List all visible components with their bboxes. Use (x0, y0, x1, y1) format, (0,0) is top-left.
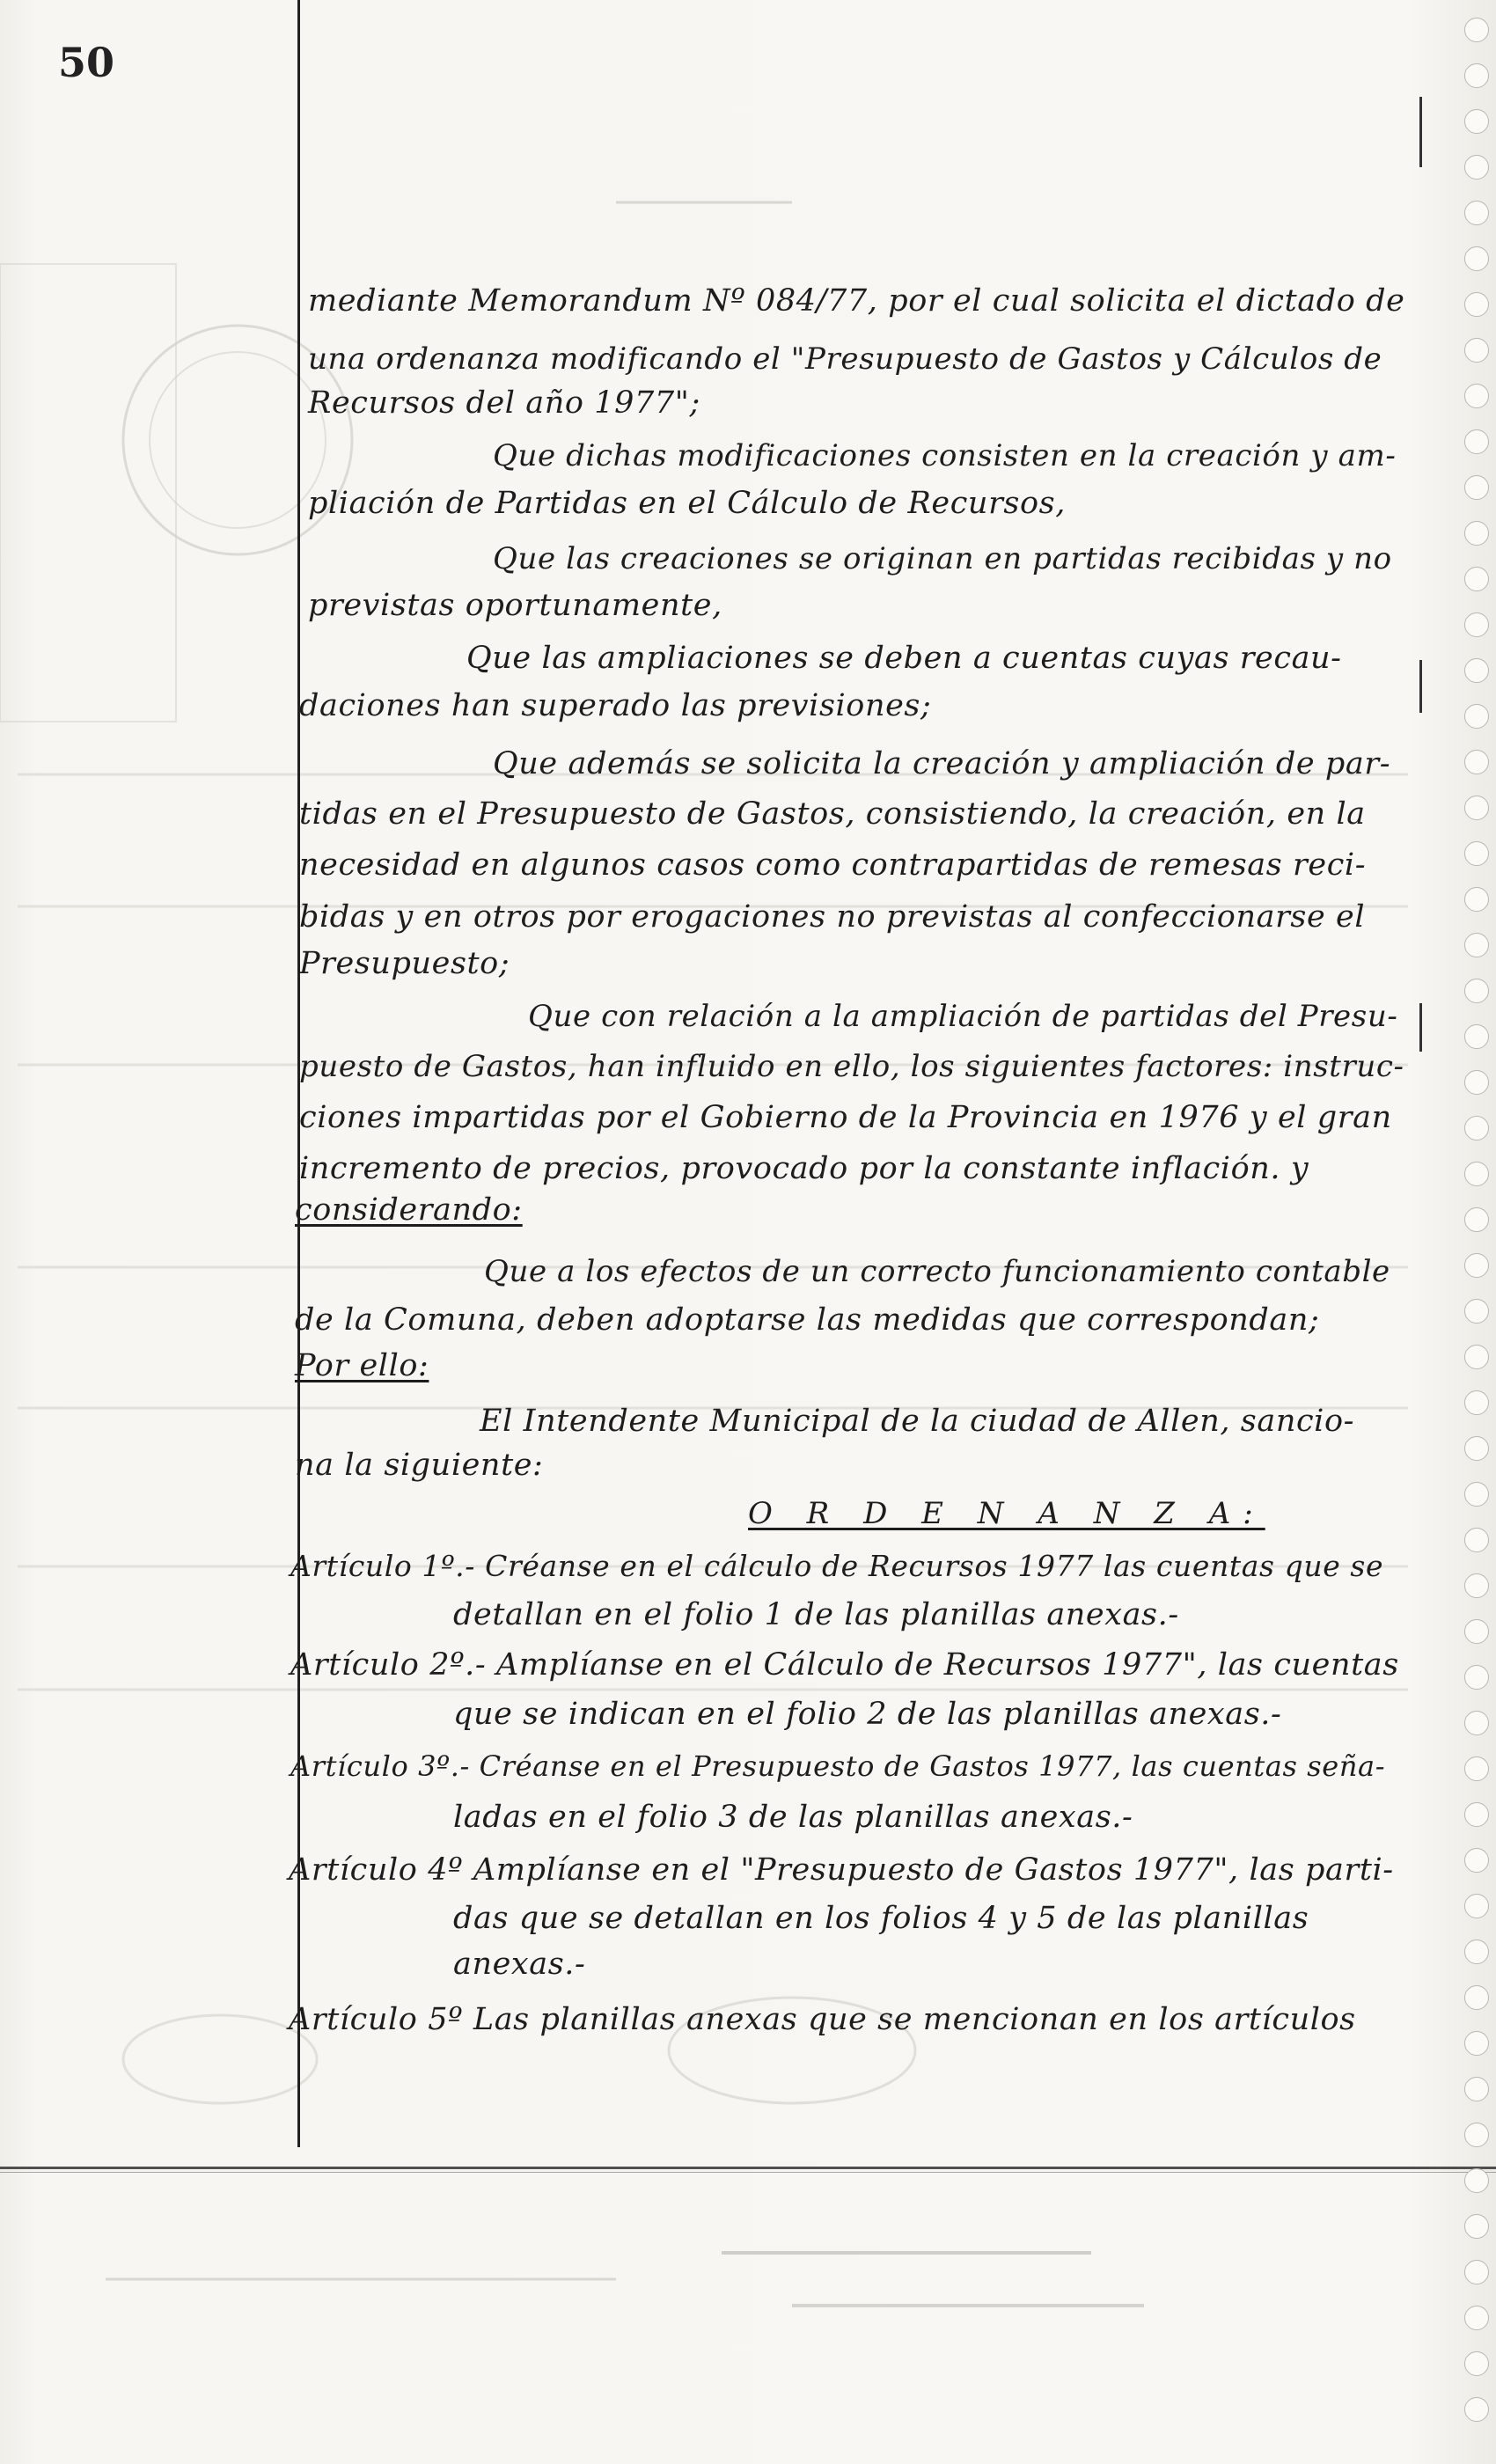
text-line: tidas en el Presupuesto de Gastos, consistiendo, la creación, en la (299, 796, 1366, 832)
text-line: ladas en el folio 3 de las planillas anexas.- (453, 1800, 1133, 1835)
binder-hole (1464, 1345, 1489, 1369)
binder-hole (1464, 704, 1489, 729)
binder-hole (1464, 292, 1489, 317)
text-line: daciones han superado las previsiones; (299, 688, 932, 723)
text-line: Que las ampliaciones se deben a cuentas cuyas recau- (466, 641, 1342, 676)
page-bottom-edge (0, 2167, 1496, 2169)
text-line: previstas oportunamente, (308, 588, 722, 623)
binder-hole (1464, 658, 1489, 683)
text-line: Presupuesto; (299, 946, 510, 981)
binder-hole (1464, 796, 1489, 820)
considerando-heading: considerando: (295, 1192, 523, 1228)
binder-hole (1464, 2214, 1489, 2239)
margin-bracket-1 (1419, 97, 1422, 167)
text-line: que se indican en el folio 2 de las planillas anexas.- (453, 1697, 1282, 1732)
text-line: Que dichas modificaciones consisten en la creación y am- (493, 438, 1397, 473)
binder-hole (1464, 1116, 1489, 1140)
binder-hole (1464, 475, 1489, 500)
binder-holes (1450, 0, 1496, 2464)
binder-hole (1464, 201, 1489, 225)
binder-hole (1464, 1756, 1489, 1781)
binder-hole (1464, 2077, 1489, 2101)
text-line: bidas y en otros por erogaciones no previstas al confeccionarse el (299, 899, 1366, 935)
text-line: Recursos del año 1977"; (308, 385, 700, 421)
binder-hole (1464, 887, 1489, 912)
text-line: El Intendente Municipal de la ciudad de Allen, sancio- (480, 1404, 1355, 1439)
por-ello-heading: Por ello: (295, 1348, 429, 1383)
binder-hole (1464, 2168, 1489, 2193)
binder-hole (1464, 155, 1489, 180)
page-bottom-edge-shadow (0, 2172, 1496, 2173)
text-line: Que a los efectos de un correcto funcionamiento contable (484, 1254, 1390, 1289)
article-4-line: Artículo 4º Amplíanse en el "Presupuesto de Gastos 1977", las parti- (289, 1852, 1394, 1888)
binder-hole (1464, 750, 1489, 774)
text-line: de la Comuna, deben adoptarse las medidas que correspondan; (295, 1302, 1320, 1338)
binder-hole (1464, 338, 1489, 363)
binder-hole (1464, 1299, 1489, 1324)
binder-hole (1464, 2260, 1489, 2284)
binder-hole (1464, 1024, 1489, 1049)
margin-bracket-3 (1419, 1003, 1422, 1052)
binder-hole (1464, 1665, 1489, 1690)
binder-hole (1464, 384, 1489, 408)
binder-hole (1464, 1253, 1489, 1278)
binder-hole (1464, 1070, 1489, 1095)
text-line: incremento de precios, provocado por la constante inflación. y (299, 1151, 1309, 1186)
binder-hole (1464, 18, 1489, 42)
binder-hole (1464, 1390, 1489, 1415)
text-line: anexas.- (453, 1947, 586, 1982)
binder-hole (1464, 2397, 1489, 2422)
text-line: una ordenanza modificando el "Presupuesto de Gastos y Cálculos de (308, 341, 1382, 377)
text-line: na la siguiente: (295, 1448, 544, 1483)
binder-hole (1464, 2123, 1489, 2147)
binder-hole (1464, 1802, 1489, 1827)
binder-hole (1464, 612, 1489, 637)
binder-hole (1464, 1940, 1489, 1964)
binder-hole (1464, 1711, 1489, 1735)
binder-hole (1464, 933, 1489, 957)
binder-hole (1464, 1619, 1489, 1644)
binder-hole (1464, 63, 1489, 88)
binder-hole (1464, 1436, 1489, 1461)
binder-hole (1464, 246, 1489, 271)
binder-hole (1464, 1162, 1489, 1186)
binder-hole (1464, 1985, 1489, 2010)
binder-hole (1464, 109, 1489, 134)
ordenanza-heading: O R D E N A N Z A: (748, 1496, 1265, 1531)
article-5-line: Artículo 5º Las planillas anexas que se mencionan en los artículos (289, 2002, 1356, 2037)
binder-hole (1464, 841, 1489, 866)
text-line: mediante Memorandum Nº 084/77, por el cual solicita el dictado de (308, 283, 1405, 319)
text-line: Que además se solicita la creación y ampliación de par- (493, 746, 1391, 781)
binder-hole (1464, 1482, 1489, 1507)
text-line: ciones impartidas por el Gobierno de la Provincia en 1976 y el gran (299, 1100, 1392, 1135)
text-line: pliación de Partidas en el Cálculo de Recursos, (308, 486, 1066, 521)
binder-hole (1464, 567, 1489, 591)
text-line: das que se detallan en los folios 4 y 5 de las planillas (453, 1901, 1309, 1936)
text-line: Que con relación a la ampliación de partidas del Presu- (528, 999, 1398, 1034)
page-number: 50 (58, 39, 115, 86)
binder-hole (1464, 979, 1489, 1003)
article-2-line: Artículo 2º.- Amplíanse en el Cálculo de Recursos 1977", las cuentas (290, 1647, 1399, 1683)
binder-hole (1464, 521, 1489, 546)
text-line: puesto de Gastos, han influido en ello, los siguientes factores: instruc- (299, 1049, 1404, 1084)
article-3-line: Artículo 3º.- Créanse en el Presupuesto de Gastos 1977, las cuentas seña- (290, 1749, 1386, 1783)
binder-hole (1464, 1848, 1489, 1873)
text-line: Que las creaciones se originan en partidas recibidas y no (493, 541, 1392, 576)
margin-bracket-2 (1419, 660, 1422, 713)
binder-hole (1464, 2306, 1489, 2330)
binder-hole (1464, 2351, 1489, 2376)
binder-hole (1464, 1573, 1489, 1598)
article-1-line: Artículo 1º.- Créanse en el cálculo de Recursos 1977 las cuentas que se (290, 1549, 1384, 1583)
binder-hole (1464, 1894, 1489, 1918)
text-line: necesidad en algunos casos como contrapartidas de remesas reci- (299, 847, 1367, 883)
text-line: detallan en el folio 1 de las planillas anexas.- (453, 1597, 1179, 1632)
binder-hole (1464, 429, 1489, 454)
binder-hole (1464, 1207, 1489, 1232)
binder-hole (1464, 1528, 1489, 1552)
binder-hole (1464, 2031, 1489, 2056)
